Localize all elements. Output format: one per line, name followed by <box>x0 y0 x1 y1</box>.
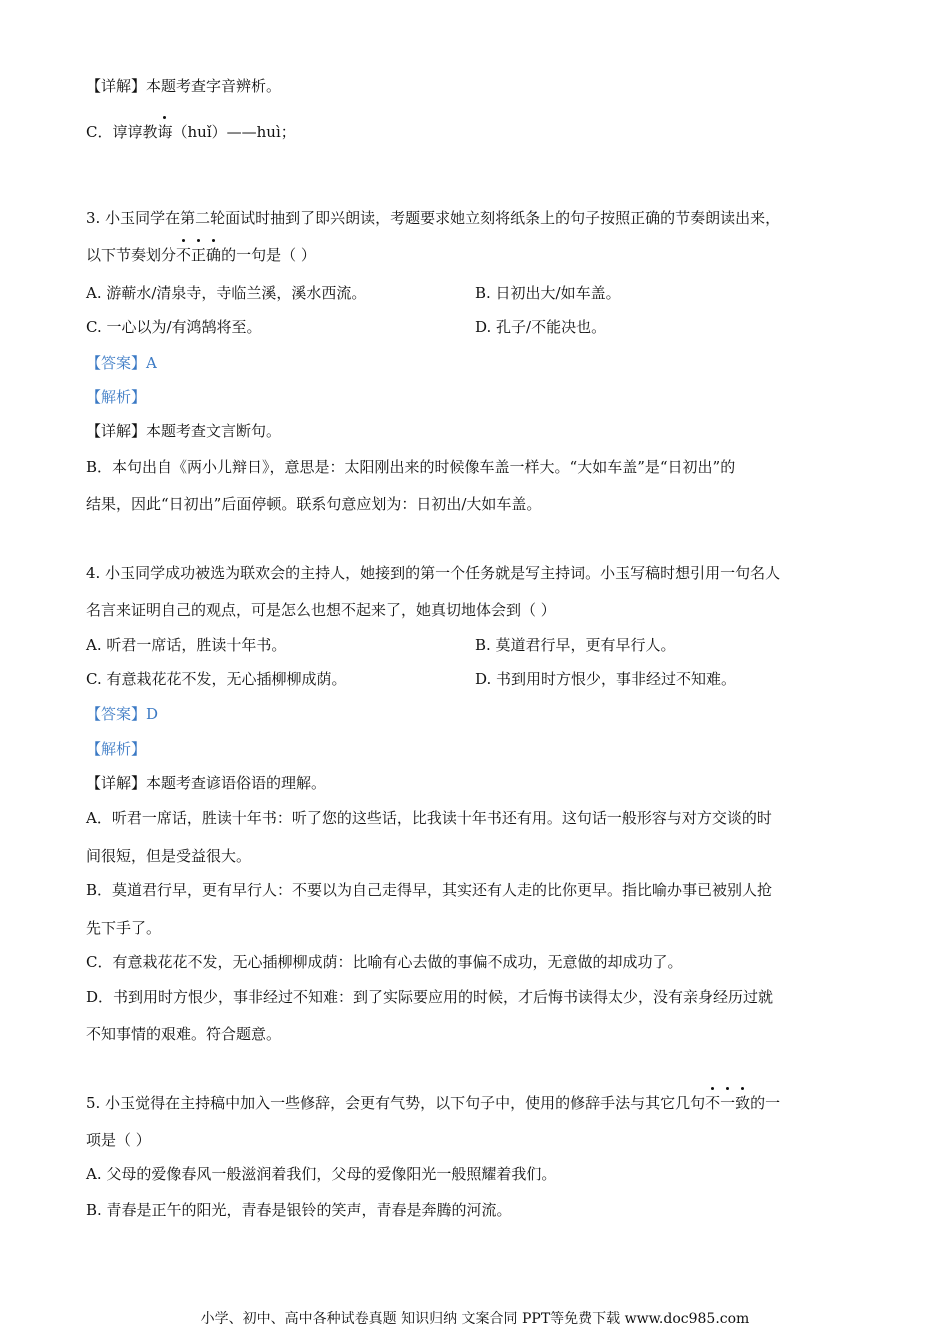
question-3-stem-line-1: 3. 小玉同学在第二轮面试时抽到了即兴朗读，考题要求她立刻将纸条上的句子按照正确的节奏朗读出来， <box>86 209 781 227</box>
question-4-stem-line-1: 4. 小玉同学成功被选为联欢会的主持人，她接到的第一个任务就是写主持词。小玉写稿时想引用一句名人 <box>86 564 781 582</box>
question-3-option-b: B. 日初出大/如车盖。 <box>475 284 621 302</box>
text-segment: 5. 小玉觉得在主持稿中加入一些修辞，会更有气势，以下句子中，使用的修辞手法与其它几句 <box>86 1094 706 1112</box>
question-5-option-a: A. 父母的爱像春风一般滋润着我们，父母的爱像阳光一般照耀着我们。 <box>86 1165 557 1183</box>
emphasis-dot-char: 诲 <box>157 123 173 141</box>
question-3-option-c: C. 一心以为/有鸿鹄将至。 <box>86 318 262 336</box>
question-4-stem-line-2: 名言来证明自己的观点，可是怎么也想不起来了，她真切地体会到（ ） <box>86 601 556 619</box>
question-4-explain-c: C．有意栽花花不发，无心插柳柳成荫：比喻有心去做的事偏不成功，无意做的却成功了。 <box>86 953 683 971</box>
question-4-explain-a-line-1: A．听君一席话，胜读十年书：听了您的这些话，比我读十年书还有用。这句话一般形容与对方交谈的时 <box>86 809 772 827</box>
emphasis-dot-char: 一 <box>720 1094 736 1112</box>
text-segment: C．谆谆教 <box>86 123 158 141</box>
question-5-option-b: B. 青春是正午的阳光，青春是银铃的笑声，青春是奔腾的河流。 <box>86 1201 512 1219</box>
question-4-analysis-label: 【解析】 <box>86 740 147 758</box>
question-4-explain-a-line-2: 间很短，但是受益很大。 <box>86 847 252 865</box>
question-4-explain-d-line-2: 不知事情的艰难。符合题意。 <box>86 1025 282 1043</box>
question-3-stem-line-2 <box>86 245 316 265</box>
emphasis-dot-char: 不 <box>176 246 192 264</box>
question-3-option-d: D. 孔子/不能决也。 <box>475 318 607 336</box>
question-4-detail: 【详解】本题考查谚语俗语的理解。 <box>86 774 327 792</box>
question-3-detail: 【详解】本题考查文言断句。 <box>86 422 282 440</box>
emphasis-dot-char: 不 <box>705 1094 721 1112</box>
question-4-option-a: A. 听君一席话，胜读十年书。 <box>86 636 287 654</box>
question-4-answer: 【答案】D <box>86 705 159 723</box>
question-4-option-d: D. 书到用时方恨少，事非经过不知难。 <box>475 670 737 688</box>
text-segment: （huǐ）——huì； <box>172 123 296 141</box>
question-3-option-a: A. 游蕲水/清泉寺，寺临兰溪，溪水西流。 <box>86 284 367 302</box>
emphasis-dot-char: 致 <box>735 1094 751 1112</box>
question-5-stem-line-1 <box>86 1093 780 1113</box>
text-segment: 以下节奏划分 <box>86 246 177 264</box>
page-footer: 小学、初中、高中各种试卷真题 知识归纳 文案合同 PPT等免费下载 www.doc985.com <box>200 1311 750 1327</box>
question-3-explain-line-1: B．本句出自《两小儿辩日》，意思是：太阳刚出来的时候像车盖一样大。“大如车盖”是“日初出”的 <box>86 458 736 476</box>
question-3-explain-line-2: 结果，因此“日初出”后面停顿。联系句意应划为：日初出/大如车盖。 <box>86 495 542 513</box>
question-4-option-c: C. 有意栽花花不发，无心插柳柳成荫。 <box>86 670 347 688</box>
question-4-option-b: B. 莫道君行早，更有早行人。 <box>475 636 676 654</box>
text-segment: 的一 <box>750 1094 781 1112</box>
question-4-explain-d-line-1: D．书到用时方恨少，事非经过不知难：到了实际要应用的时候，才后悔书读得太少，没有亲身经历过就 <box>86 988 774 1006</box>
question-5-stem-line-2: 项是（ ） <box>86 1131 151 1149</box>
emphasis-dot-char: 正 <box>191 246 207 264</box>
text-segment: 的一句是（ ） <box>221 246 316 264</box>
question-3-answer: 【答案】A <box>86 354 157 372</box>
emphasis-dot-char: 确 <box>206 246 222 264</box>
pronunciation-line <box>86 122 296 142</box>
question-3-analysis-label: 【解析】 <box>86 388 147 406</box>
question-4-explain-b-line-1: B．莫道君行早，更有早行人：不要以为自己走得早，其实还有人走的比你更早。指比喻办事已被别人抢 <box>86 881 773 899</box>
question-4-explain-b-line-2: 先下手了。 <box>86 919 162 937</box>
detail-text: 【详解】本题考查字音辨析。 <box>86 77 282 95</box>
